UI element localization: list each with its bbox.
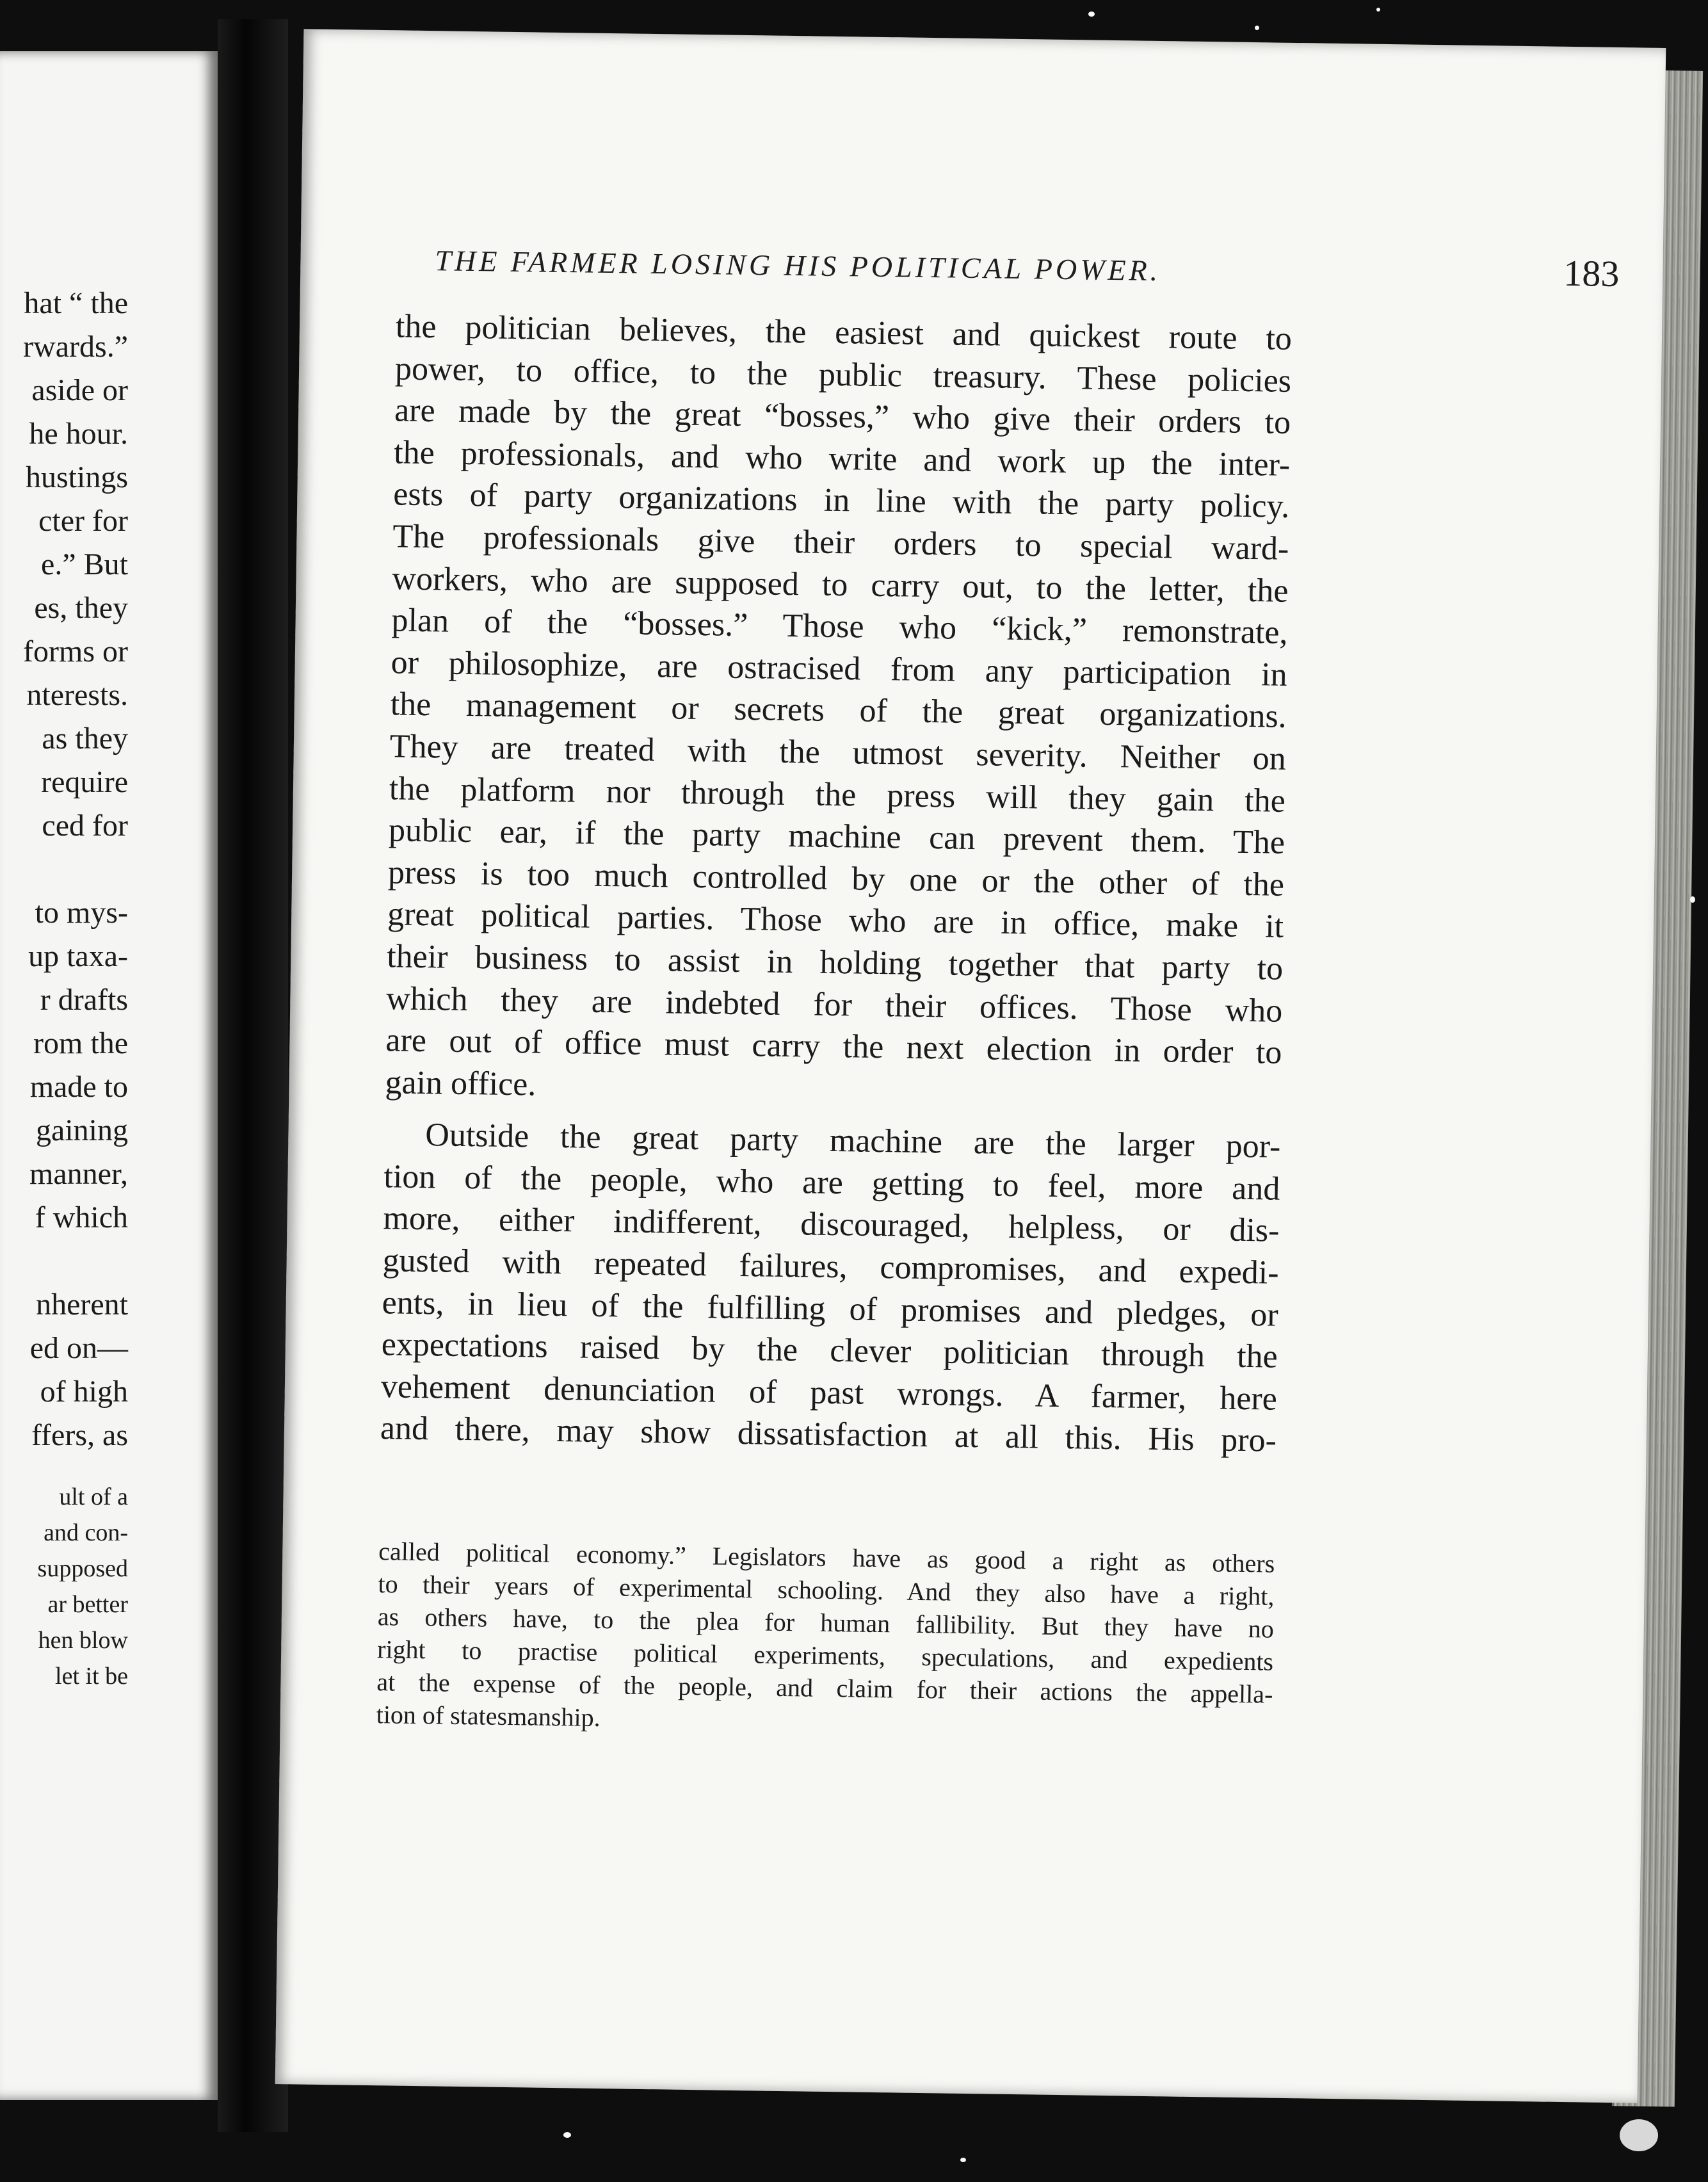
text-line: power, to office, to the public treasury. These policies — [394, 350, 1292, 400]
left-note-line: ult of a — [59, 1483, 128, 1510]
text-line: Outside the great party machine are the larger por- — [425, 1117, 1281, 1166]
left-note-line: supposed — [37, 1555, 128, 1582]
text-line: the platform nor through the press will they gain the — [389, 770, 1286, 820]
text-line: their business to assist in holding together that party to — [386, 938, 1284, 987]
left-line: require — [41, 765, 128, 799]
left-line: as they — [42, 722, 128, 756]
footnote-line: called political economy.” Legislators have as good a right as others — [378, 1537, 1275, 1578]
text-line: workers, who are supposed to carry out, to the letter, the — [392, 560, 1289, 610]
text-line: great political parties. Those who are in office, make it — [387, 896, 1284, 946]
left-line: forms or — [23, 634, 128, 668]
scan-speck — [1690, 896, 1695, 903]
left-line: f which — [35, 1200, 128, 1234]
left-note-line: hen blow — [38, 1627, 128, 1654]
text-line: tion of the people, who are getting to feel, more and — [383, 1158, 1280, 1208]
left-line: r drafts — [40, 983, 128, 1017]
text-line: public ear, if the party machine can prevent them. The — [388, 812, 1285, 861]
left-line: aside or — [31, 373, 128, 407]
text-line: The professionals give their orders to special ward- — [392, 518, 1289, 567]
left-page-text — [0, 282, 128, 1694]
left-line: ed on— — [29, 1331, 128, 1365]
scan-speck — [960, 2158, 966, 2162]
text-line: the professionals, and who write and work up the inter- — [393, 434, 1291, 483]
left-page-footnote — [0, 1479, 128, 1694]
left-line: e.” But — [41, 547, 128, 581]
page-number: 183 — [1563, 252, 1620, 295]
scan-speck — [1088, 12, 1095, 17]
left-line: of high — [40, 1375, 128, 1409]
text-line: which they are indebted for their offices. Those who — [385, 980, 1283, 1030]
text-line: are made by the great “bosses,” who give their orders to — [394, 392, 1291, 442]
text-line: ests of party organizations in line with the party policy. — [392, 476, 1290, 526]
left-line: es, they — [34, 591, 128, 625]
scan-speck — [1255, 26, 1259, 30]
body-text — [380, 305, 1293, 1462]
left-line: made to — [29, 1070, 128, 1104]
left-line: nherent — [36, 1288, 128, 1321]
footnote-line: right to practise political experiments, speculations, and expedients — [376, 1635, 1274, 1676]
text-line: the management or secrets of the great organizations. — [390, 686, 1287, 736]
text-line: vehement denunciation of past wrongs. A farmer, here — [380, 1368, 1278, 1418]
text-line: ents, in lieu of the fulfilling of promises and pledges, or — [382, 1284, 1279, 1334]
left-line: ffers, as — [31, 1418, 128, 1452]
left-line: he hour. — [29, 417, 128, 451]
text-line: and there, may show dissatisfaction at all this. His pro- — [380, 1410, 1277, 1460]
left-blank-line — [0, 1240, 128, 1283]
text-line: press is too much controlled by one or the other of the — [387, 853, 1285, 903]
footnote-line: at the expense of the people, and claim for their actions the appella- — [376, 1667, 1273, 1709]
left-line: nterests. — [26, 678, 128, 712]
text-line: gusted with repeated failures, compromises, and expedi- — [382, 1242, 1279, 1291]
running-head — [435, 236, 1639, 303]
left-line: rom the — [33, 1026, 128, 1060]
footnote-line: tion of statesmanship. — [376, 1700, 601, 1733]
scan-speck — [1376, 8, 1380, 12]
text-line: expectations raised by the clever politician through the — [381, 1326, 1278, 1375]
footnote-line: to their years of experimental schooling. And they also have a right, — [378, 1569, 1275, 1611]
text-line: are out of office must carry the next election in order to — [385, 1022, 1282, 1071]
left-note-line: and con- — [44, 1519, 128, 1546]
footnote — [376, 1535, 1275, 1743]
scan-speck — [563, 2132, 571, 2138]
left-line: to mys- — [35, 896, 128, 930]
left-note-line: ar better — [47, 1591, 128, 1618]
footnote-line: as others have, to the plea for human fallibility. But they have no — [377, 1602, 1275, 1644]
left-line: hustings — [25, 460, 128, 494]
scan-speck — [1620, 2119, 1658, 2151]
left-line: gaining — [36, 1113, 128, 1147]
text-line: gain office. — [385, 1063, 536, 1103]
left-line: rwards.” — [23, 330, 128, 364]
running-head-title: THE FARMER LOSING HIS POLITICAL POWER. — [435, 244, 1161, 287]
text-line: the politician believes, the easiest and quickest route to — [395, 308, 1293, 357]
left-line: hat “ the — [24, 286, 128, 320]
text-line: plan of the “bosses.” Those who “kick,” remonstrate, — [391, 602, 1288, 652]
left-line: ced for — [42, 809, 128, 843]
book-page — [275, 29, 1666, 2103]
book-gutter — [218, 19, 288, 2132]
text-line: They are treated with the utmost severity. Neither on — [389, 728, 1287, 777]
text-line: or philosophize, are ostracised from any participation in — [391, 644, 1287, 693]
left-line: manner, — [29, 1157, 128, 1191]
left-line: cter for — [38, 504, 128, 538]
left-note-line: let it be — [55, 1663, 128, 1690]
left-blank-line — [0, 848, 128, 891]
text-line: more, either indifferent, discouraged, helpless, or dis- — [383, 1200, 1280, 1250]
left-facing-page — [0, 51, 218, 2100]
left-line: up taxa- — [28, 939, 128, 973]
